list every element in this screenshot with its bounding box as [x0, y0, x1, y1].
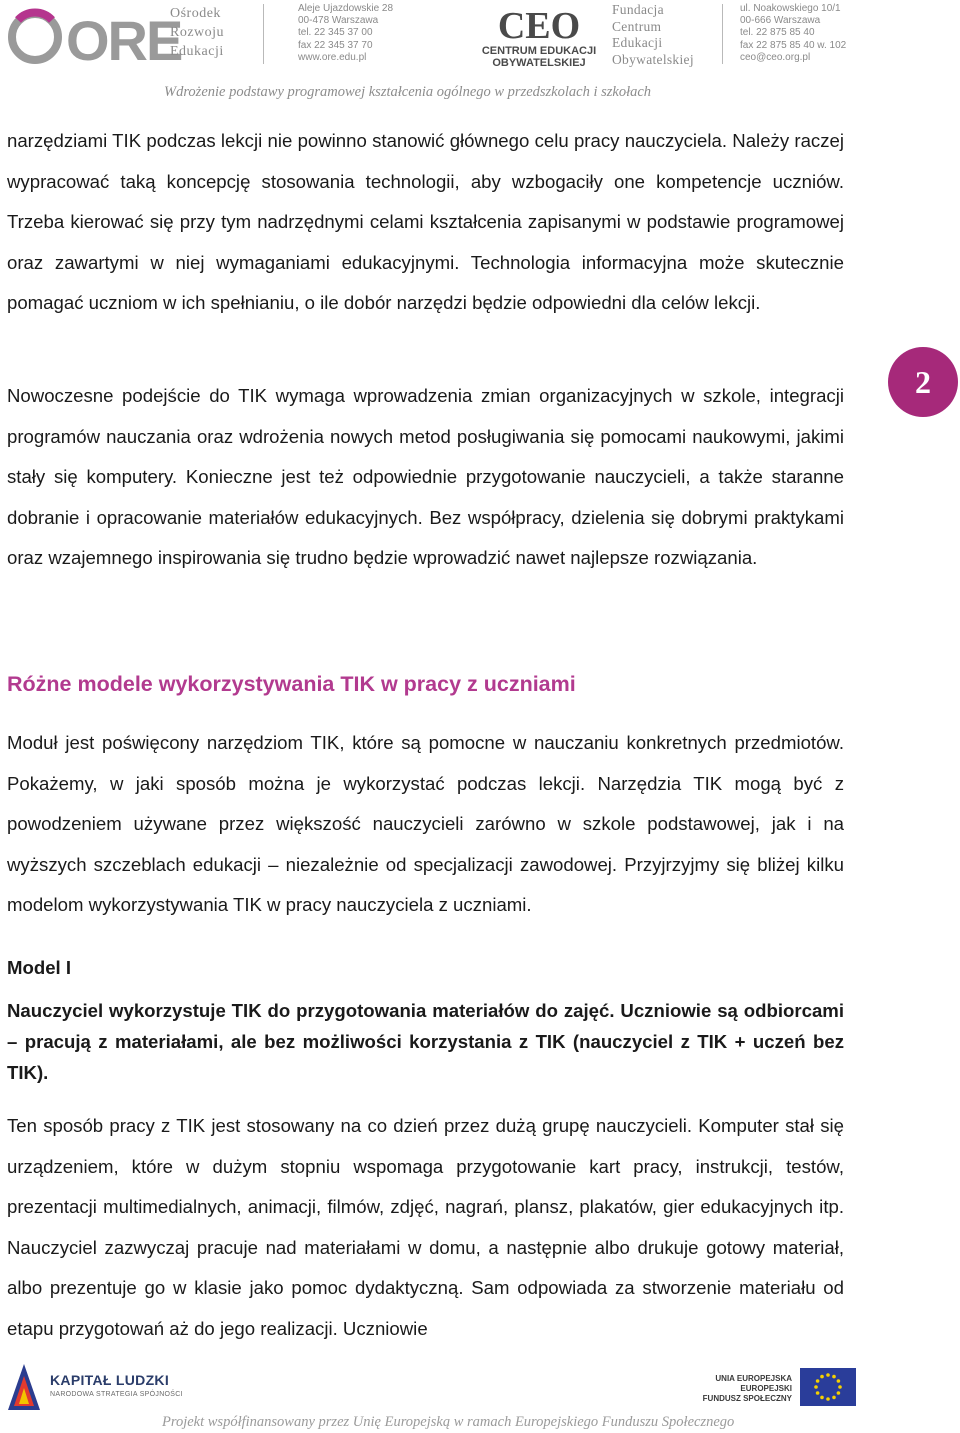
- ceo-address: [740, 3, 846, 64]
- section-heading: Różne modele wykorzystywania TIK w pracy z uczniami: [7, 672, 576, 696]
- body-paragraph-4-block: [7, 1106, 844, 1350]
- section-heading-block: [7, 672, 844, 697]
- body-paragraph-2-block: [7, 376, 844, 579]
- eu-text-line: EUROPEJSKI: [740, 1384, 792, 1393]
- ceo-logo: [474, 4, 604, 68]
- ceo-logo-text: CEO: [497, 5, 581, 47]
- header-divider: [263, 4, 264, 64]
- ceo-address-line: ul. Noakowskiego 10/1: [740, 3, 841, 14]
- ceo-address-line: ceo@ceo.org.pl: [740, 51, 811, 63]
- page-number-badge: 2: [888, 347, 958, 417]
- body-paragraph: narzędziami TIK podczas lekcji nie powinno stanowić głównego celu pracy nauczyciela. Należy raczej wypracować taką koncepcję stosowania technologii, aby wzbogaciły one kompetencje uczniów. Trzeba kierować się przy tym nadrzędnymi celami kształcenia zapisanymi w podstawie programowej oraz zawartymi w niej wymaganiami edukacyjnymi. Technologia informacyjna może skutecznie pomagać uczniom w ich spełnianiu, o ile dobór narzędzi będzie odpowiedni dla celów lekcji.: [7, 130, 844, 314]
- eu-flag-icon: [800, 1368, 856, 1406]
- ceo-logo-caption: CENTRUM EDUKACJI: [481, 45, 597, 57]
- eu-text-line: FUNDUSZ SPOŁECZNY: [702, 1394, 792, 1403]
- body-paragraph: Moduł jest poświęcony narzędziom TIK, które są pomocne w nauczaniu konkretnych przedmiotów. Pokażemy, w jaki sposób można je wykorzystać podczas lekcji. Narzędzia TIK mogą być z powodzeniem używane przez większość nauczycieli zarówno w szkole podstawowej, jak i na wyższych szczeblach edukacji – niezależnie od specjalizacji zawodowej. Przyjrzyjmy się bliżej kilku modelom wykorzystywania TIK w pracy nauczyciela z uczniami.: [7, 732, 844, 916]
- ceo-name-line: Centrum: [612, 18, 662, 34]
- ceo-name-line: Edukacji: [612, 35, 663, 50]
- ore-logo: [6, 6, 182, 72]
- ore-name-line: Rozwoju: [170, 25, 225, 40]
- body-paragraph: Ten sposób pracy z TIK jest stosowany na co dzień przez dużą grupę nauczycieli. Komputer stał się urządzeniem, które w dużym stopniu wspomaga przygotowanie kart pracy, instrukcji, testów, prezentacji multimedialnych, animacji, filmów, zdjęć, nagrań, plansz, plakatów, gier edukacyjnych itp. Nauczyciel zazwyczaj pracuje nad materiałami w domu, a następnie albo drukuje gotowy materiał, albo prezentuje go w klasie jako pomoc dydaktyczną. Sam odpowiada za stworzenie materiału od etapu przygotowań aż do jego realizacji. Uczniowie: [7, 1115, 844, 1339]
- kapital-ludzki-title: KAPITAŁ LUDZKI: [50, 1372, 170, 1388]
- ore-address-line: fax 22 345 37 70: [298, 39, 373, 51]
- header-divider: [722, 4, 723, 64]
- ore-address-line: 00-478 Warszawa: [298, 15, 379, 27]
- ore-address-line: www.ore.edu.pl: [298, 51, 367, 63]
- ceo-name-line: Fundacja: [612, 2, 664, 17]
- ore-name-line: Ośrodek: [170, 6, 221, 21]
- ceo-address-line: 00-666 Warszawa: [740, 15, 821, 27]
- ore-name-line: Edukacji: [170, 44, 224, 59]
- ore-address-line: Aleje Ujazdowskie 28: [298, 3, 394, 14]
- ceo-logo-caption: OBYWATELSKIEJ: [492, 57, 586, 69]
- ceo-full-name: [612, 2, 722, 68]
- ceo-address-line: tel. 22 875 85 40: [740, 27, 815, 39]
- model-summary: Nauczyciel wykorzystuje TIK do przygotowania materiałów do zajęć. Uczniowie są odbiorcami – pracują z materiałami, ale bez możliwości korzystania z TIK (nauczyciel z TIK + uczeń bez TIK).: [7, 1000, 844, 1083]
- eu-text-line: UNIA EUROPEJSKA: [715, 1374, 792, 1383]
- cofinance-statement: Projekt współfinansowany przez Unię Europejską w ramach Europejskiego Funduszu Społecznego: [162, 1414, 735, 1430]
- ore-full-name: [170, 4, 250, 61]
- header-tagline: Wdrożenie podstawy programowej kształcenia ogólnego w przedszkolach i szkołach: [164, 84, 652, 100]
- page-footer: [0, 1360, 960, 1433]
- ceo-name-line: Obywatelskiej: [612, 51, 694, 67]
- body-paragraph-3-block: [7, 723, 844, 926]
- model-heading-block: [7, 957, 844, 979]
- model-heading: Model I: [7, 957, 72, 978]
- body-paragraph: Nowoczesne podejście do TIK wymaga wprowadzenia zmian organizacyjnych w szkole, integracji programów nauczania oraz wdrożenia nowych metod posługiwania się pomocami naukowymi, jakimi stały się komputery. Konieczne jest też odpowiednie przygotowanie nauczycieli, a także staranne dobranie i opracowanie materiałów edukacyjnych. Bez współpracy, dzielenia się dobrymi praktykami oraz wzajemnego inspirowania się trudno będzie wprowadzić nawet najlepsze rozwiązania.: [7, 385, 844, 569]
- ceo-address-line: fax 22 875 85 40 w. 102: [740, 39, 847, 51]
- kapital-ludzki-subtitle: NARODOWA STRATEGIA SPÓJNOŚCI: [50, 1391, 183, 1398]
- page-header: [0, 0, 960, 110]
- ore-address: [298, 3, 393, 64]
- ore-address-line: tel. 22 345 37 00: [298, 27, 373, 39]
- model-summary-block: [7, 995, 844, 1088]
- kapital-ludzki-logo: [6, 1362, 42, 1412]
- eu-text: [700, 1374, 792, 1404]
- body-paragraph-1-block: [7, 121, 844, 324]
- ore-logo-text: ORE: [66, 9, 182, 72]
